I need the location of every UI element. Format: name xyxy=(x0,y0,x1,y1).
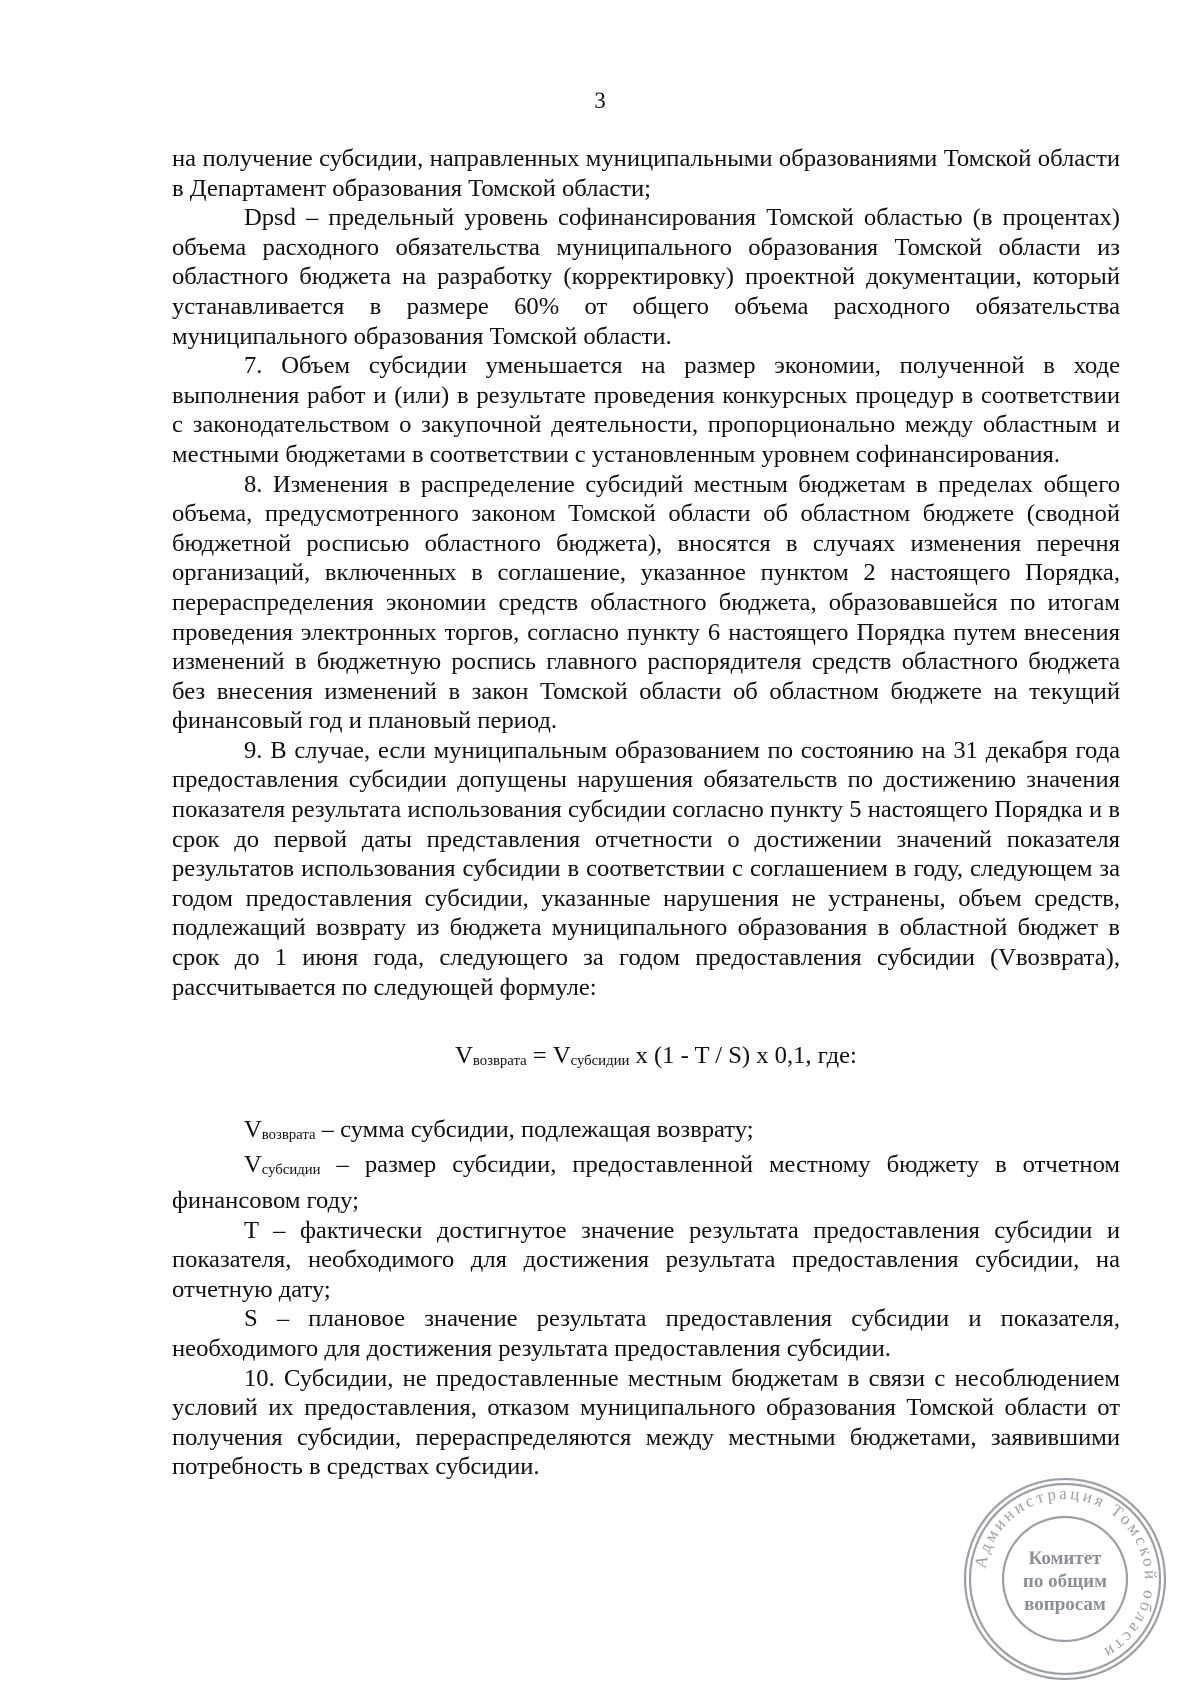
paragraph: 8. Изменения в распределение субсидий местным бюджетам в пределах общего объема, предусмотренного законом Томской области об областном бюджете (сводной бюджетной росписью областного бюджета), вносятся в случаях изменения перечня организаций, включенных в соглашение, указанное пунктом 2 настоящего Порядка, перераспределения экономии средств областного бюджета, образовавшейся по итогам проведения электронных торгов, согласно пункту 6 настоящего Порядка путем внесения изменений в бюджетную роспись главного распорядителя средств областного бюджета без внесения изменений в закон Томской области об областном бюджете на текущий финансовый год и плановый период. xyxy=(172,470,1120,735)
definition-item: S – плановое значение результата предоставления субсидии и показателя, необходимого для достижения результата предоставления субсидии. xyxy=(172,1305,1120,1362)
seal-ring-text: Администрация Томской области xyxy=(970,1483,1161,1664)
seal-center-line: по общим xyxy=(1022,1571,1108,1592)
paragraph: 9. В случае, если муниципальным образованием по состоянию на 31 декабря года предоставления субсидии допущены нарушения обязательств по достижению значения показателя результата использования субсидии согласно пункту 5 настоящего Порядка и в срок до первой даты представления отчетности о достижении значений показателя результатов использования субсидии в соответствии с соглашением в году, следующем за годом предоставления субсидии, указанные нарушения не устранены, объем средств, подлежащий возврату из бюджета муниципального образования в областной бюджет в срок до 1 июня года, следующего за годом предоставления субсидии (Vвозврата), рассчитывается по следующей формуле: xyxy=(172,736,1120,1001)
document-body xyxy=(172,144,1120,1482)
page-number: 3 xyxy=(594,88,606,113)
formula: $V_{возврата} = V_{субсидии}$ x (1 - T / S) x 0,1, где: xyxy=(455,1042,857,1070)
definition-item: $V_{возврата}$ – сумма субсидии, подлежащая возврату; xyxy=(244,1115,754,1143)
paragraph: 7. Объем субсидии уменьшается на размер экономии, полученной в ходе выполнения работ и (или) в результате проведения конкурсных процедур в соответствии с законодательством о закупочной деятельности, пропорционально между областным и местными бюджетами в соответствии с установленным уровнем софинансирования. xyxy=(172,352,1120,468)
paragraph: на получение субсидии, направленных муниципальными образованиями Томской области в Департамент образования Томской области; xyxy=(172,145,1120,202)
official-seal-stamp xyxy=(960,1474,1170,1684)
closing-paragraph: 10. Субсидии, не предоставленные местным бюджетам в связи с несоблюдением условий их предоставления, отказом муниципального образования Томской области от получения субсидии, перераспределяются между местными бюджетами, заявившими потребность в средствах субсидии. xyxy=(172,1364,1120,1481)
seal-center-line: вопросам xyxy=(1024,1594,1106,1615)
seal-center-line: Комитет xyxy=(1028,1548,1102,1569)
definition-item: $V_{субсидии}$ – размер субсидии, предоставленной местному бюджету в отчетном финансовом году; xyxy=(172,1151,1120,1214)
definition-item: T – фактически достигнутое значение результата предоставления субсидии и показателя, необходимого для достижения результата предоставления субсидии, на отчетную дату; xyxy=(172,1216,1120,1303)
paragraph: Dpsd – предельный уровень софинансирования Томской областью (в процентах) объема расходного обязательства муниципального образования Томской области из областного бюджета на разработку (корректировку) проектной документации, который устанавливается в размере 60% от общего объема расходного обязательства муниципального образования Томской области. xyxy=(172,204,1120,350)
definitions-list xyxy=(172,1115,1120,1364)
